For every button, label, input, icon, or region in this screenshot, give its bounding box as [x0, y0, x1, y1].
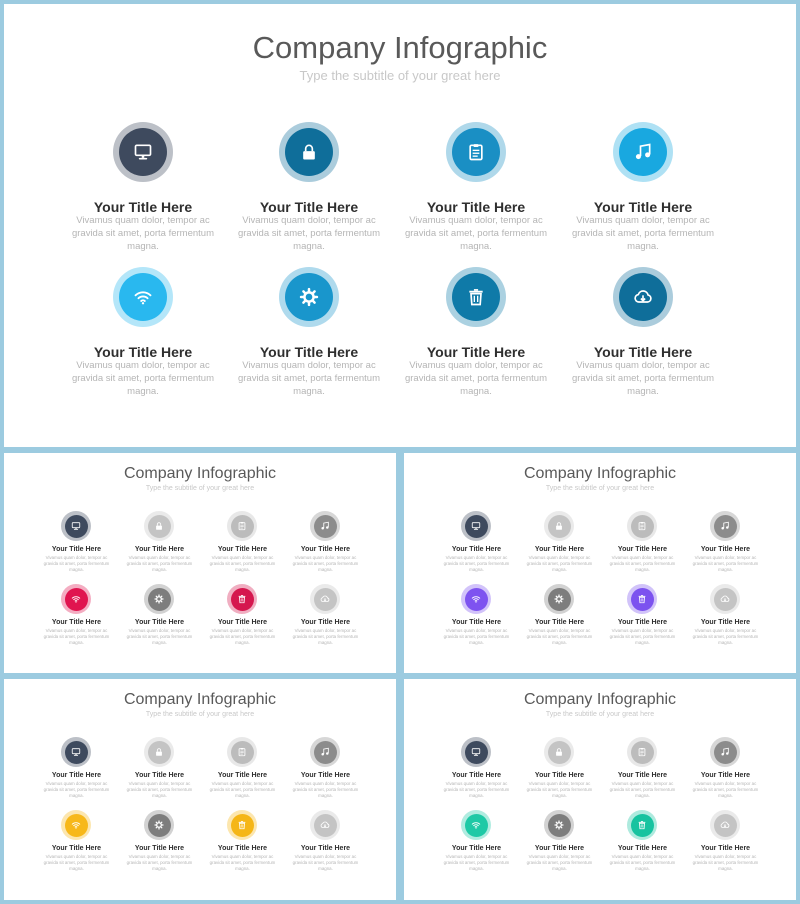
trash-icon	[637, 594, 647, 604]
item-title: Your Title Here	[134, 845, 185, 852]
icon-circle	[144, 737, 174, 767]
item-description: Vivamus quam dolor, tempor ac gravida sit amet, porta fermentum magna.	[209, 628, 276, 645]
item-description: Vivamus quam dolor, tempor ac gravida sit amet, porta fermentum magna.	[292, 854, 359, 871]
item-title: Your Title Here	[534, 546, 585, 553]
infographic-item	[284, 810, 367, 885]
item-description: Vivamus quam dolor, tempor ac gravida sit amet, porta fermentum magna.	[404, 360, 548, 397]
slide-title: Company Infographic	[123, 691, 277, 708]
item-title: Your Title Here	[593, 344, 693, 360]
icon-circle	[310, 810, 340, 840]
infographic-item	[435, 810, 518, 885]
item-title: Your Title Here	[617, 772, 668, 779]
music-icon	[720, 747, 730, 757]
icon-circle	[144, 584, 174, 614]
lock-icon	[154, 521, 164, 531]
infographic-item	[118, 511, 201, 586]
icon-circle	[310, 511, 340, 541]
infographic-item	[59, 267, 227, 417]
item-title: Your Title Here	[700, 546, 751, 553]
item-description: Vivamus quam dolor, tempor ac gravida sit amet, porta fermentum magna.	[526, 781, 593, 798]
infographic-item	[59, 122, 227, 272]
icon-circle-inner	[465, 588, 488, 611]
item-description: Vivamus quam dolor, tempor ac gravida sit amet, porta fermentum magna.	[404, 215, 548, 252]
item-title: Your Title Here	[300, 772, 351, 779]
infographic-item	[601, 584, 684, 659]
item-title: Your Title Here	[300, 845, 351, 852]
item-description: Vivamus quam dolor, tempor ac gravida sit amet, porta fermentum magna.	[692, 854, 759, 871]
icon-circle-inner	[619, 273, 667, 321]
icon-circle	[627, 737, 657, 767]
icon-circle	[613, 267, 673, 327]
cloud-download-icon	[633, 287, 653, 307]
gear-icon	[154, 594, 164, 604]
infographic-item	[435, 584, 518, 659]
item-title: Your Title Here	[451, 546, 502, 553]
item-description: Vivamus quam dolor, tempor ac gravida sit amet, porta fermentum magna.	[443, 555, 510, 572]
icon-circle	[310, 737, 340, 767]
item-description: Vivamus quam dolor, tempor ac gravida sit amet, porta fermentum magna.	[209, 555, 276, 572]
item-description: Vivamus quam dolor, tempor ac gravida sit amet, porta fermentum magna.	[126, 854, 193, 871]
item-title: Your Title Here	[700, 619, 751, 626]
icon-circle-inner	[148, 588, 171, 611]
icon-circle	[544, 584, 574, 614]
icon-circle-inner	[619, 128, 667, 176]
wifi-icon	[133, 287, 153, 307]
icon-circle-inner	[631, 588, 654, 611]
item-description: Vivamus quam dolor, tempor ac gravida sit amet, porta fermentum magna.	[526, 628, 593, 645]
slide-subtitle: Type the subtitle of your great here	[545, 711, 655, 718]
icon-circle-inner	[148, 814, 171, 837]
icon-circle-inner	[65, 515, 88, 538]
slide-title: Company Infographic	[523, 465, 677, 482]
infographic-item	[601, 810, 684, 885]
infographic-item	[284, 584, 367, 659]
cloud-download-icon	[320, 594, 330, 604]
item-description: Vivamus quam dolor, tempor ac gravida sit amet, porta fermentum magna.	[692, 555, 759, 572]
item-description: Vivamus quam dolor, tempor ac gravida sit amet, porta fermentum magna.	[237, 215, 381, 252]
item-description: Vivamus quam dolor, tempor ac gravida sit amet, porta fermentum magna.	[443, 781, 510, 798]
infographic-item	[118, 584, 201, 659]
slide-title: Company Infographic	[523, 691, 677, 708]
monitor-icon	[71, 747, 81, 757]
infographic-item	[601, 511, 684, 586]
item-description: Vivamus quam dolor, tempor ac gravida sit amet, porta fermentum magna.	[43, 628, 110, 645]
icon-circle-inner	[714, 588, 737, 611]
icon-circle	[461, 584, 491, 614]
wifi-icon	[471, 594, 481, 604]
gear-icon	[154, 820, 164, 830]
item-title: Your Title Here	[217, 845, 268, 852]
icon-circle	[544, 810, 574, 840]
infographic-item	[35, 511, 118, 586]
icon-circle	[627, 584, 657, 614]
icon-circle	[627, 511, 657, 541]
icon-circle	[446, 267, 506, 327]
icon-circle-inner	[119, 273, 167, 321]
cloud-download-icon	[720, 820, 730, 830]
wifi-icon	[471, 820, 481, 830]
infographic-item	[284, 737, 367, 812]
slide-title: Company Infographic	[123, 465, 277, 482]
item-description: Vivamus quam dolor, tempor ac gravida sit amet, porta fermentum magna.	[571, 215, 715, 252]
infographic-item	[201, 737, 284, 812]
slide-subtitle: Type the subtitle of your great here	[145, 711, 255, 718]
item-title: Your Title Here	[217, 619, 268, 626]
icon-circle-inner	[285, 128, 333, 176]
item-title: Your Title Here	[451, 845, 502, 852]
trash-icon	[466, 287, 486, 307]
icon-circle-inner	[548, 814, 571, 837]
music-icon	[320, 747, 330, 757]
icon-circle-inner	[714, 814, 737, 837]
infographic-item	[118, 810, 201, 885]
infographic-item	[601, 737, 684, 812]
item-description: Vivamus quam dolor, tempor ac gravida sit amet, porta fermentum magna.	[692, 781, 759, 798]
icon-circle-inner	[231, 741, 254, 764]
item-description: Vivamus quam dolor, tempor ac gravida sit amet, porta fermentum magna.	[526, 555, 593, 572]
item-title: Your Title Here	[134, 619, 185, 626]
icon-circle-inner	[314, 741, 337, 764]
slide-subtitle: Type the subtitle of your great here	[545, 485, 655, 492]
icon-circle-inner	[452, 273, 500, 321]
item-title: Your Title Here	[217, 546, 268, 553]
item-title: Your Title Here	[700, 772, 751, 779]
infographic-item	[201, 810, 284, 885]
trash-icon	[237, 594, 247, 604]
icon-circle-inner	[714, 515, 737, 538]
icon-circle-inner	[465, 814, 488, 837]
icon-circle-inner	[314, 515, 337, 538]
item-title: Your Title Here	[51, 845, 102, 852]
item-title: Your Title Here	[534, 619, 585, 626]
icon-circle-inner	[314, 588, 337, 611]
icon-circle	[227, 511, 257, 541]
icon-circle	[61, 511, 91, 541]
infographic-item	[559, 267, 727, 417]
item-description: Vivamus quam dolor, tempor ac gravida sit amet, porta fermentum magna.	[126, 555, 193, 572]
icon-circle	[710, 511, 740, 541]
icon-circle-inner	[231, 814, 254, 837]
item-title: Your Title Here	[93, 199, 193, 215]
item-title: Your Title Here	[534, 772, 585, 779]
icon-circle	[279, 122, 339, 182]
thumbnail-slide-yellow[interactable]	[4, 679, 396, 900]
item-title: Your Title Here	[300, 619, 351, 626]
item-title: Your Title Here	[617, 619, 668, 626]
gear-icon	[554, 594, 564, 604]
item-description: Vivamus quam dolor, tempor ac gravida sit amet, porta fermentum magna.	[692, 628, 759, 645]
music-icon	[633, 142, 653, 162]
wifi-icon	[71, 820, 81, 830]
monitor-icon	[471, 521, 481, 531]
thumbnail-slide-teal[interactable]	[404, 679, 796, 900]
icon-circle	[461, 511, 491, 541]
infographic-item	[518, 584, 601, 659]
icon-circle-inner	[314, 814, 337, 837]
icon-circle-inner	[631, 814, 654, 837]
infographic-item	[684, 737, 767, 812]
monitor-icon	[133, 142, 153, 162]
item-description: Vivamus quam dolor, tempor ac gravida sit amet, porta fermentum magna.	[209, 781, 276, 798]
item-description: Vivamus quam dolor, tempor ac gravida sit amet, porta fermentum magna.	[71, 360, 215, 397]
trash-icon	[237, 820, 247, 830]
item-title: Your Title Here	[51, 546, 102, 553]
icon-circle	[710, 810, 740, 840]
gear-icon	[299, 287, 319, 307]
icon-circle	[613, 122, 673, 182]
item-title: Your Title Here	[451, 772, 502, 779]
icon-circle	[544, 737, 574, 767]
infographic-item	[518, 737, 601, 812]
icon-circle-inner	[148, 741, 171, 764]
item-description: Vivamus quam dolor, tempor ac gravida sit amet, porta fermentum magna.	[71, 215, 215, 252]
item-description: Vivamus quam dolor, tempor ac gravida sit amet, porta fermentum magna.	[292, 628, 359, 645]
icon-circle-inner	[119, 128, 167, 176]
infographic-item	[392, 122, 560, 272]
item-description: Vivamus quam dolor, tempor ac gravida sit amet, porta fermentum magna.	[292, 781, 359, 798]
infographic-item	[35, 737, 118, 812]
item-description: Vivamus quam dolor, tempor ac gravida sit amet, porta fermentum magna.	[443, 628, 510, 645]
monitor-icon	[471, 747, 481, 757]
infographic-item	[392, 267, 560, 417]
item-title: Your Title Here	[93, 344, 193, 360]
icon-circle	[61, 810, 91, 840]
main-slide[interactable]	[4, 4, 796, 447]
infographic-item	[435, 737, 518, 812]
icon-circle-inner	[631, 741, 654, 764]
icon-circle-inner	[548, 741, 571, 764]
infographic-item	[559, 122, 727, 272]
monitor-icon	[71, 521, 81, 531]
icon-circle	[446, 122, 506, 182]
item-description: Vivamus quam dolor, tempor ac gravida sit amet, porta fermentum magna.	[126, 628, 193, 645]
infographic-item	[35, 584, 118, 659]
icon-circle	[113, 122, 173, 182]
icon-circle-inner	[548, 515, 571, 538]
cloud-download-icon	[720, 594, 730, 604]
icon-circle	[113, 267, 173, 327]
lock-icon	[554, 747, 564, 757]
lock-icon	[299, 142, 319, 162]
infographic-item	[118, 737, 201, 812]
infographic-item	[201, 584, 284, 659]
clipboard-icon	[637, 521, 647, 531]
icon-circle	[144, 810, 174, 840]
clipboard-icon	[466, 142, 486, 162]
trash-icon	[637, 820, 647, 830]
item-description: Vivamus quam dolor, tempor ac gravida sit amet, porta fermentum magna.	[292, 555, 359, 572]
icon-circle	[61, 584, 91, 614]
item-title: Your Title Here	[259, 344, 359, 360]
item-description: Vivamus quam dolor, tempor ac gravida sit amet, porta fermentum magna.	[237, 360, 381, 397]
infographic-item	[518, 810, 601, 885]
gear-icon	[554, 820, 564, 830]
item-description: Vivamus quam dolor, tempor ac gravida sit amet, porta fermentum magna.	[526, 854, 593, 871]
icon-circle	[710, 584, 740, 614]
icon-circle	[279, 267, 339, 327]
icon-circle	[310, 584, 340, 614]
infographic-item	[225, 122, 393, 272]
icon-circle	[461, 810, 491, 840]
item-title: Your Title Here	[617, 845, 668, 852]
item-title: Your Title Here	[217, 772, 268, 779]
icon-circle-inner	[285, 273, 333, 321]
item-title: Your Title Here	[134, 772, 185, 779]
item-description: Vivamus quam dolor, tempor ac gravida sit amet, porta fermentum magna.	[609, 628, 676, 645]
icon-circle-inner	[548, 588, 571, 611]
icon-circle	[144, 511, 174, 541]
infographic-item	[684, 810, 767, 885]
item-title: Your Title Here	[700, 845, 751, 852]
item-title: Your Title Here	[617, 546, 668, 553]
slide-subtitle: Type the subtitle of your great here	[299, 68, 501, 83]
icon-circle	[227, 737, 257, 767]
item-title: Your Title Here	[259, 199, 359, 215]
item-description: Vivamus quam dolor, tempor ac gravida sit amet, porta fermentum magna.	[571, 360, 715, 397]
icon-circle-inner	[65, 814, 88, 837]
icon-circle	[544, 511, 574, 541]
item-title: Your Title Here	[534, 845, 585, 852]
item-description: Vivamus quam dolor, tempor ac gravida sit amet, porta fermentum magna.	[43, 854, 110, 871]
icon-circle-inner	[231, 588, 254, 611]
item-description: Vivamus quam dolor, tempor ac gravida sit amet, porta fermentum magna.	[209, 854, 276, 871]
clipboard-icon	[237, 747, 247, 757]
icon-circle-inner	[452, 128, 500, 176]
slide-subtitle: Type the subtitle of your great here	[145, 485, 255, 492]
item-title: Your Title Here	[134, 546, 185, 553]
infographic-item	[684, 584, 767, 659]
icon-circle-inner	[714, 741, 737, 764]
thumbnail-slide-red[interactable]	[4, 453, 396, 673]
item-title: Your Title Here	[51, 619, 102, 626]
icon-circle	[627, 810, 657, 840]
item-title: Your Title Here	[51, 772, 102, 779]
item-description: Vivamus quam dolor, tempor ac gravida sit amet, porta fermentum magna.	[43, 781, 110, 798]
item-description: Vivamus quam dolor, tempor ac gravida sit amet, porta fermentum magna.	[609, 854, 676, 871]
icon-circle-inner	[148, 515, 171, 538]
wifi-icon	[71, 594, 81, 604]
music-icon	[320, 521, 330, 531]
infographic-item	[518, 511, 601, 586]
icon-circle	[461, 737, 491, 767]
icon-circle-inner	[231, 515, 254, 538]
item-title: Your Title Here	[426, 199, 526, 215]
infographic-item	[684, 511, 767, 586]
item-description: Vivamus quam dolor, tempor ac gravida sit amet, porta fermentum magna.	[609, 555, 676, 572]
icon-circle	[227, 810, 257, 840]
icon-circle-inner	[631, 515, 654, 538]
infographic-item	[201, 511, 284, 586]
icon-circle	[710, 737, 740, 767]
slide-title: Company Infographic	[252, 30, 548, 65]
infographic-item	[435, 511, 518, 586]
item-description: Vivamus quam dolor, tempor ac gravida sit amet, porta fermentum magna.	[126, 781, 193, 798]
cloud-download-icon	[320, 820, 330, 830]
item-description: Vivamus quam dolor, tempor ac gravida sit amet, porta fermentum magna.	[443, 854, 510, 871]
item-title: Your Title Here	[593, 199, 693, 215]
item-description: Vivamus quam dolor, tempor ac gravida sit amet, porta fermentum magna.	[43, 555, 110, 572]
thumbnail-slide-purple[interactable]	[404, 453, 796, 673]
icon-circle-inner	[465, 741, 488, 764]
icon-circle-inner	[465, 515, 488, 538]
music-icon	[720, 521, 730, 531]
lock-icon	[554, 521, 564, 531]
infographic-item	[225, 267, 393, 417]
item-title: Your Title Here	[300, 546, 351, 553]
icon-circle	[227, 584, 257, 614]
item-title: Your Title Here	[426, 344, 526, 360]
item-title: Your Title Here	[451, 619, 502, 626]
lock-icon	[154, 747, 164, 757]
icon-circle	[61, 737, 91, 767]
infographic-item	[35, 810, 118, 885]
infographic-item	[284, 511, 367, 586]
clipboard-icon	[637, 747, 647, 757]
clipboard-icon	[237, 521, 247, 531]
icon-circle-inner	[65, 588, 88, 611]
icon-circle-inner	[65, 741, 88, 764]
item-description: Vivamus quam dolor, tempor ac gravida sit amet, porta fermentum magna.	[609, 781, 676, 798]
